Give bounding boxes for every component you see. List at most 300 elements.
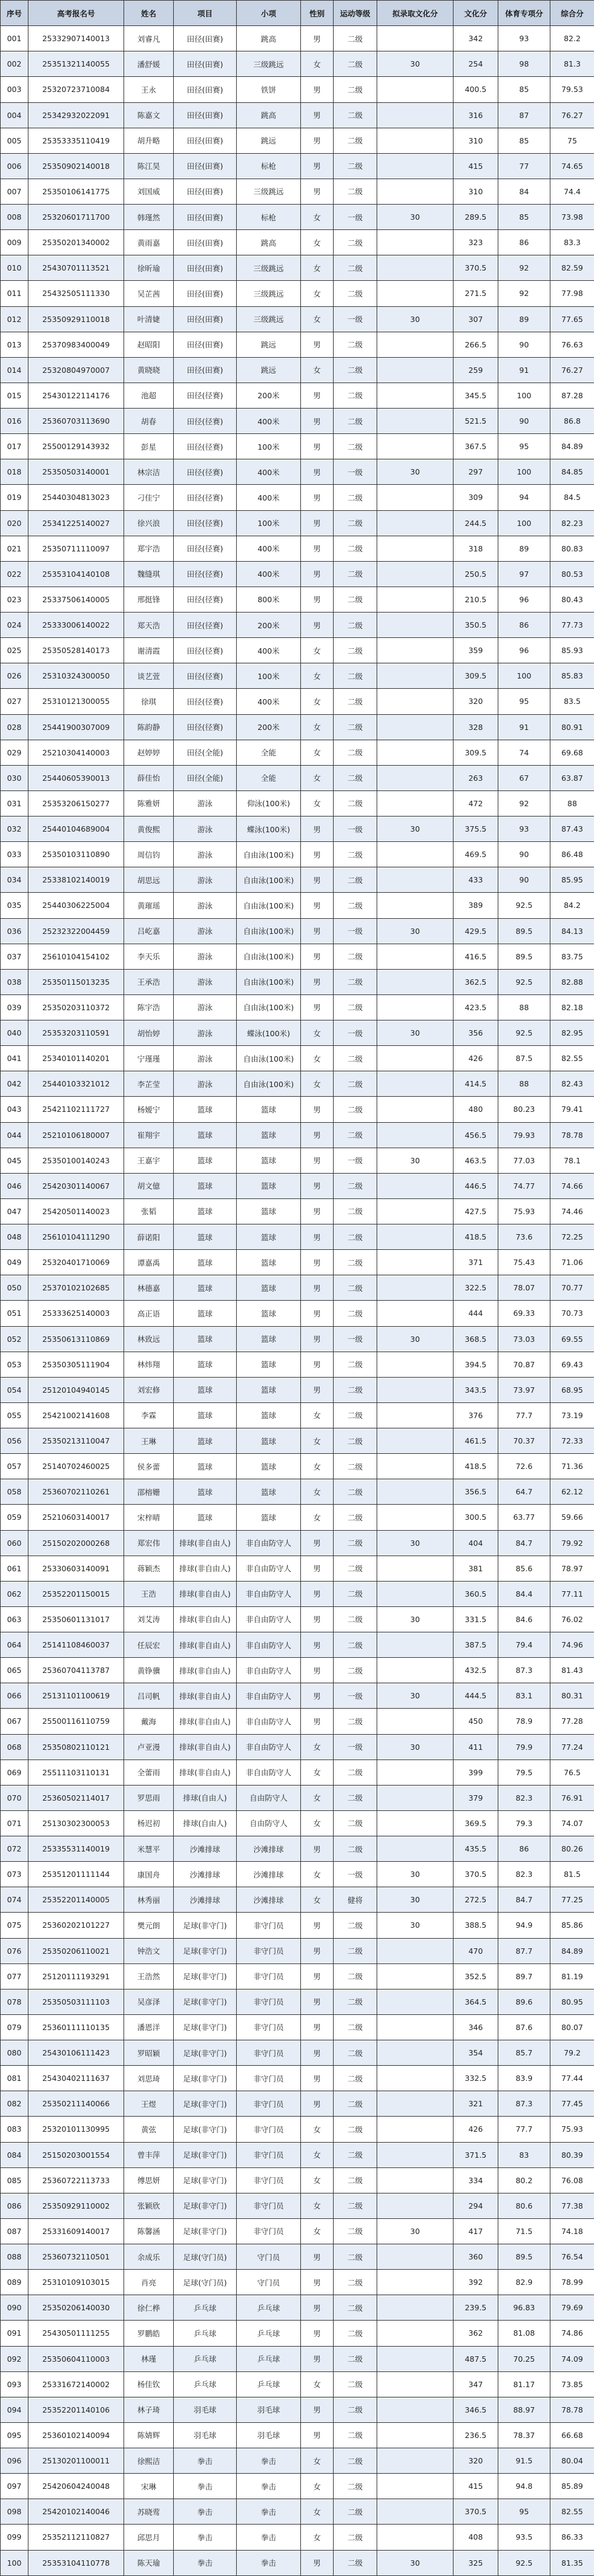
table-row [1, 714, 594, 740]
cell-exam-id: 25440304813023 [28, 485, 124, 510]
cell-exam-id: 25370102102685 [28, 1275, 124, 1301]
cell-gender: 男 [301, 1198, 334, 1224]
cell-name: 王嘉宇 [124, 1148, 174, 1173]
cell-total-score: 81.5 [550, 1862, 594, 1887]
cell-name: 吴彦泽 [124, 1989, 174, 2014]
cell-athlete-level: 二级 [334, 1658, 377, 1683]
cell-event: 篮球 [174, 1122, 237, 1148]
cell-admission-bonus [377, 1632, 454, 1658]
cell-gender: 男 [301, 2014, 334, 2040]
cell-name: 徐仁桦 [124, 2295, 174, 2321]
cell-index: 060 [1, 1530, 28, 1556]
table-row [1, 2474, 594, 2499]
cell-admission-bonus [377, 1122, 454, 1148]
cell-admission-bonus [377, 1989, 454, 2014]
cell-gender: 男 [301, 2295, 334, 2321]
table-row [1, 536, 594, 561]
cell-index: 093 [1, 2371, 28, 2397]
cell-culture-score: 416.5 [454, 944, 498, 969]
cell-event: 足球(守门员) [174, 2244, 237, 2270]
cell-admission-bonus [377, 2193, 454, 2218]
cell-sport-score: 92.5 [498, 2550, 550, 2576]
table-row [1, 2422, 594, 2448]
cell-culture-score: 320 [454, 689, 498, 714]
cell-athlete-level: 二级 [334, 536, 377, 561]
cell-event: 田径(田赛) [174, 179, 237, 204]
cell-event: 田径(径赛) [174, 510, 237, 536]
cell-index: 075 [1, 1913, 28, 1938]
cell-gender: 女 [301, 1760, 334, 1785]
cell-index: 064 [1, 1632, 28, 1658]
cell-exam-id: 25352112110827 [28, 2525, 124, 2550]
cell-exam-id: 25331672140002 [28, 2371, 124, 2397]
cell-exam-id: 25353203110591 [28, 1020, 124, 1046]
cell-name: 韩瑾然 [124, 205, 174, 230]
cell-athlete-level: 一级 [334, 1326, 377, 1352]
cell-gender: 男 [301, 1963, 334, 1989]
cell-name: 杨迟初 [124, 1810, 174, 1836]
cell-athlete-level: 二级 [334, 1632, 377, 1658]
cell-name: 胡春 [124, 409, 174, 434]
cell-athlete-level: 二级 [334, 1709, 377, 1734]
cell-index: 065 [1, 1658, 28, 1683]
cell-sub-event: 400米 [237, 485, 301, 510]
cell-athlete-level: 二级 [334, 2397, 377, 2422]
cell-athlete-level: 二级 [334, 1071, 377, 1097]
cell-admission-bonus [377, 2295, 454, 2321]
cell-admission-bonus: 30 [377, 1913, 454, 1938]
cell-total-score: 80.43 [550, 586, 594, 612]
cell-sport-score: 87.6 [498, 2014, 550, 2040]
cell-total-score: 80.39 [550, 2142, 594, 2167]
cell-exam-id: 25310109103015 [28, 2270, 124, 2295]
cell-athlete-level: 二级 [334, 994, 377, 1020]
cell-index: 018 [1, 459, 28, 485]
cell-sub-event: 非守门员 [237, 1989, 301, 2014]
cell-sport-score: 96.83 [498, 2295, 550, 2321]
cell-athlete-level: 二级 [334, 561, 377, 586]
cell-exam-id: 25430701113521 [28, 255, 124, 281]
cell-event: 田径(径赛) [174, 485, 237, 510]
cell-event: 拳击 [174, 2448, 237, 2474]
table-row [1, 2014, 594, 2040]
table-row [1, 1606, 594, 1632]
cell-exam-id: 25350206140030 [28, 2295, 124, 2321]
cell-sub-event: 拳击 [237, 2550, 301, 2576]
cell-event: 游泳 [174, 944, 237, 969]
cell-total-score: 85.86 [550, 1913, 594, 1938]
cell-sub-event: 非自由防守人 [237, 1556, 301, 1581]
cell-name: 叶清婕 [124, 306, 174, 332]
cell-index: 091 [1, 2321, 28, 2346]
cell-name: 李芷莹 [124, 1071, 174, 1097]
cell-culture-score: 369.5 [454, 1810, 498, 1836]
cell-exam-id: 25353104140108 [28, 561, 124, 586]
table-row [1, 2218, 594, 2244]
cell-exam-id: 25350902140018 [28, 153, 124, 179]
cell-gender: 女 [301, 740, 334, 765]
cell-sub-event: 自由泳(100米) [237, 1071, 301, 1097]
cell-sub-event: 跳远 [237, 357, 301, 383]
cell-sub-event: 自由防守人 [237, 1785, 301, 1810]
cell-sub-event: 自由泳(100米) [237, 994, 301, 1020]
table-row [1, 357, 594, 383]
cell-gender: 男 [301, 2066, 334, 2091]
cell-sub-event: 拳击 [237, 2499, 301, 2525]
cell-name: 蒋颖杰 [124, 1556, 174, 1581]
cell-exam-id: 25610104154102 [28, 944, 124, 969]
cell-total-score: 85.89 [550, 2474, 594, 2499]
cell-sport-score: 81.08 [498, 2321, 550, 2346]
table-row [1, 2142, 594, 2167]
table-row [1, 1709, 594, 1734]
cell-sport-score: 92 [498, 255, 550, 281]
cell-culture-score: 350.5 [454, 613, 498, 638]
cell-athlete-level: 二级 [334, 1913, 377, 1938]
cell-sub-event: 非守门员 [237, 1913, 301, 1938]
cell-name: 王永 [124, 77, 174, 102]
cell-culture-score: 345.5 [454, 383, 498, 408]
cell-sub-event: 400米 [237, 561, 301, 586]
cell-athlete-level: 二级 [334, 1275, 377, 1301]
cell-admission-bonus: 30 [377, 1887, 454, 1913]
cell-total-score: 77.28 [550, 1709, 594, 1734]
cell-sub-event: 篮球 [237, 1275, 301, 1301]
cell-athlete-level: 二级 [334, 1352, 377, 1377]
cell-sport-score: 87.5 [498, 1046, 550, 1071]
cell-event: 足球(非守门) [174, 2091, 237, 2117]
cell-gender: 男 [301, 459, 334, 485]
cell-admission-bonus: 30 [377, 205, 454, 230]
table-row [1, 1224, 594, 1250]
cell-sport-score: 89.5 [498, 2244, 550, 2270]
cell-admission-bonus: 30 [377, 816, 454, 842]
cell-index: 028 [1, 714, 28, 740]
cell-sub-event: 三级跳远 [237, 255, 301, 281]
cell-total-score: 74.65 [550, 153, 594, 179]
cell-sport-score: 83 [498, 2142, 550, 2167]
cell-name: 王承浩 [124, 969, 174, 994]
cell-exam-id: 25338102140019 [28, 867, 124, 893]
header-cell-event: 项目 [174, 1, 237, 26]
cell-event: 沙滩排球 [174, 1862, 237, 1887]
cell-admission-bonus [377, 2499, 454, 2525]
cell-exam-id: 25421002141608 [28, 1402, 124, 1428]
cell-total-score: 85.83 [550, 663, 594, 689]
table-row [1, 867, 594, 893]
cell-sub-event: 100米 [237, 510, 301, 536]
cell-event: 田径(径赛) [174, 714, 237, 740]
cell-event: 沙滩排球 [174, 1836, 237, 1862]
cell-gender: 女 [301, 1020, 334, 1046]
cell-sport-score: 87.3 [498, 1658, 550, 1683]
cell-culture-score: 417 [454, 2218, 498, 2244]
cell-name: 陈韵静 [124, 714, 174, 740]
cell-gender: 男 [301, 2346, 334, 2371]
cell-culture-score: 521.5 [454, 409, 498, 434]
cell-gender: 男 [301, 944, 334, 969]
cell-gender: 女 [301, 2525, 334, 2550]
cell-sub-event: 跳高 [237, 26, 301, 51]
cell-exam-id: 25352201150015 [28, 1581, 124, 1606]
cell-admission-bonus [377, 994, 454, 1020]
cell-name: 刘艾涛 [124, 1606, 174, 1632]
cell-culture-score: 388.5 [454, 1913, 498, 1938]
cell-sub-event: 标枪 [237, 205, 301, 230]
cell-total-score: 82.59 [550, 255, 594, 281]
cell-exam-id: 25352201140106 [28, 2397, 124, 2422]
cell-sport-score: 95 [498, 434, 550, 459]
cell-athlete-level: 二级 [334, 26, 377, 51]
cell-athlete-level: 二级 [334, 409, 377, 434]
cell-culture-score: 423.5 [454, 994, 498, 1020]
cell-sport-score: 85 [498, 128, 550, 153]
cell-exam-id: 25130201100011 [28, 2448, 124, 2474]
table-row [1, 255, 594, 281]
table-row [1, 1479, 594, 1505]
cell-admission-bonus [377, 2040, 454, 2066]
cell-sub-event: 100米 [237, 663, 301, 689]
cell-sub-event: 沙滩排球 [237, 1887, 301, 1913]
cell-culture-score: 244.5 [454, 510, 498, 536]
cell-sport-score: 90 [498, 332, 550, 357]
cell-gender: 男 [301, 102, 334, 128]
cell-gender: 男 [301, 1709, 334, 1734]
cell-index: 098 [1, 2499, 28, 2525]
cell-name: 苏晓莺 [124, 2499, 174, 2525]
cell-culture-score: 325 [454, 2550, 498, 2576]
cell-index: 063 [1, 1606, 28, 1632]
cell-index: 022 [1, 561, 28, 586]
cell-sport-score: 86 [498, 230, 550, 255]
cell-total-score: 77.65 [550, 306, 594, 332]
table-row [1, 765, 594, 790]
cell-index: 055 [1, 1402, 28, 1428]
cell-event: 篮球 [174, 1301, 237, 1326]
cell-event: 田径(径赛) [174, 613, 237, 638]
cell-gender: 男 [301, 586, 334, 612]
table-row [1, 1683, 594, 1709]
cell-admission-bonus [377, 1402, 454, 1428]
cell-sub-event: 拳击 [237, 2448, 301, 2474]
cell-event: 田径(径赛) [174, 638, 237, 663]
cell-total-score: 80.04 [550, 2448, 594, 2474]
cell-index: 005 [1, 128, 28, 153]
cell-exam-id: 25340101140201 [28, 1046, 124, 1071]
cell-exam-id: 25331609140017 [28, 2218, 124, 2244]
cell-sport-score: 91 [498, 357, 550, 383]
cell-sport-score: 79.9 [498, 1734, 550, 1760]
cell-gender: 男 [301, 1275, 334, 1301]
cell-exam-id: 25337506140005 [28, 586, 124, 612]
cell-athlete-level: 二级 [334, 2193, 377, 2218]
cell-gender: 男 [301, 2422, 334, 2448]
cell-exam-id: 25342932022091 [28, 102, 124, 128]
cell-index: 076 [1, 1938, 28, 1963]
cell-total-score: 78.78 [550, 2397, 594, 2422]
cell-index: 087 [1, 2218, 28, 2244]
table-row [1, 2550, 594, 2576]
cell-admission-bonus: 30 [377, 1606, 454, 1632]
cell-name: 王琳 [124, 1428, 174, 1454]
table-row [1, 1122, 594, 1148]
cell-admission-bonus [377, 128, 454, 153]
cell-sport-score: 100 [498, 383, 550, 408]
cell-name: 崔翔宇 [124, 1122, 174, 1148]
cell-admission-bonus: 30 [377, 51, 454, 77]
cell-athlete-level: 二级 [334, 2117, 377, 2142]
cell-exam-id: 25430106111423 [28, 2040, 124, 2066]
cell-exam-id: 25351201111144 [28, 1862, 124, 1887]
cell-name: 黄璀瑶 [124, 893, 174, 918]
cell-sport-score: 84.6 [498, 1606, 550, 1632]
cell-gender: 男 [301, 1097, 334, 1122]
cell-index: 023 [1, 586, 28, 612]
cell-sub-event: 非守门员 [237, 2014, 301, 2040]
cell-gender: 男 [301, 1913, 334, 1938]
cell-culture-score: 328 [454, 714, 498, 740]
cell-admission-bonus [377, 77, 454, 102]
cell-total-score: 74.66 [550, 1173, 594, 1198]
cell-culture-score: 379 [454, 1785, 498, 1810]
cell-culture-score: 415 [454, 153, 498, 179]
cell-event: 拳击 [174, 2525, 237, 2550]
cell-exam-id: 25310324300050 [28, 663, 124, 689]
cell-name: 郑宇浩 [124, 536, 174, 561]
cell-index: 044 [1, 1122, 28, 1148]
cell-name: 陈江昊 [124, 153, 174, 179]
cell-name: 肖亮 [124, 2270, 174, 2295]
cell-sport-score: 70.37 [498, 1428, 550, 1454]
cell-culture-score: 429.5 [454, 918, 498, 944]
cell-athlete-level: 二级 [334, 893, 377, 918]
cell-sub-event: 非守门员 [237, 1963, 301, 1989]
cell-culture-score: 346.5 [454, 2397, 498, 2422]
cell-total-score: 63.87 [550, 765, 594, 790]
cell-event: 游泳 [174, 994, 237, 1020]
cell-athlete-level: 一级 [334, 1683, 377, 1709]
cell-gender: 女 [301, 1071, 334, 1097]
cell-culture-score: 370.5 [454, 2499, 498, 2525]
cell-sport-score: 82.3 [498, 1862, 550, 1887]
cell-gender: 男 [301, 1989, 334, 2014]
cell-event: 田径(田赛) [174, 77, 237, 102]
cell-exam-id: 25350802110121 [28, 1734, 124, 1760]
cell-athlete-level: 二级 [334, 867, 377, 893]
cell-total-score: 83.3 [550, 230, 594, 255]
cell-sport-score: 87.7 [498, 1938, 550, 1963]
cell-sub-event: 乒乓球 [237, 2371, 301, 2397]
table-row [1, 1963, 594, 1989]
table-row [1, 1020, 594, 1046]
cell-exam-id: 25320101130995 [28, 2117, 124, 2142]
cell-sub-event: 800米 [237, 586, 301, 612]
cell-event: 排球(自由人) [174, 1810, 237, 1836]
cell-gender: 女 [301, 2474, 334, 2499]
cell-index: 078 [1, 1989, 28, 2014]
cell-sport-score: 77 [498, 153, 550, 179]
cell-gender: 男 [301, 1352, 334, 1377]
cell-index: 095 [1, 2422, 28, 2448]
cell-sport-score: 96 [498, 638, 550, 663]
cell-name: 林子琦 [124, 2397, 174, 2422]
cell-sport-score: 93 [498, 26, 550, 51]
cell-culture-score: 309 [454, 485, 498, 510]
cell-total-score: 87.28 [550, 383, 594, 408]
cell-culture-score: 318 [454, 536, 498, 561]
table-row [1, 510, 594, 536]
cell-sport-score: 92.5 [498, 1020, 550, 1046]
cell-index: 074 [1, 1887, 28, 1913]
header-cell-exam-id: 高考报名号 [28, 1, 124, 26]
cell-total-score: 80.91 [550, 714, 594, 740]
cell-exam-id: 25370983400049 [28, 332, 124, 357]
cell-name: 吕司帆 [124, 1683, 174, 1709]
cell-sport-score: 78.9 [498, 1709, 550, 1734]
cell-name: 徐昕瑜 [124, 255, 174, 281]
cell-culture-score: 332.5 [454, 2066, 498, 2091]
cell-culture-score: 418.5 [454, 1224, 498, 1250]
cell-event: 田径(田赛) [174, 26, 237, 51]
cell-culture-score: 404 [454, 1530, 498, 1556]
cell-name: 徐琪 [124, 689, 174, 714]
cell-sport-score: 87.3 [498, 2091, 550, 2117]
cell-sport-score: 73.97 [498, 1377, 550, 1402]
cell-gender: 女 [301, 2448, 334, 2474]
cell-total-score: 82.55 [550, 2499, 594, 2525]
cell-index: 050 [1, 1275, 28, 1301]
cell-sub-event: 蝶泳(100米) [237, 1020, 301, 1046]
cell-event: 篮球 [174, 1097, 237, 1122]
cell-athlete-level: 二级 [334, 2499, 377, 2525]
cell-gender: 男 [301, 1377, 334, 1402]
cell-exam-id: 25350503140001 [28, 459, 124, 485]
cell-total-score: 73.85 [550, 2371, 594, 2397]
cell-name: 胡文億 [124, 1173, 174, 1198]
cell-culture-score: 418.5 [454, 1454, 498, 1479]
cell-event: 篮球 [174, 1377, 237, 1402]
table-row [1, 969, 594, 994]
cell-total-score: 69.68 [550, 740, 594, 765]
cell-gender: 女 [301, 1734, 334, 1760]
cell-admission-bonus [377, 1097, 454, 1122]
cell-sub-event: 篮球 [237, 1250, 301, 1275]
cell-exam-id: 25310121300055 [28, 689, 124, 714]
cell-admission-bonus [377, 663, 454, 689]
cell-event: 田径(田赛) [174, 281, 237, 306]
cell-name: 池超 [124, 383, 174, 408]
cell-gender: 女 [301, 2142, 334, 2167]
cell-admission-bonus: 30 [377, 1530, 454, 1556]
cell-culture-score: 266.5 [454, 332, 498, 357]
cell-total-score: 76.27 [550, 102, 594, 128]
cell-athlete-level: 二级 [334, 1301, 377, 1326]
cell-event: 排球(非自由人) [174, 1709, 237, 1734]
cell-exam-id: 25360202101227 [28, 1913, 124, 1938]
cell-sport-score: 64.7 [498, 1479, 550, 1505]
cell-gender: 男 [301, 969, 334, 994]
cell-gender: 男 [301, 2397, 334, 2422]
cell-total-score: 70.77 [550, 1275, 594, 1301]
cell-admission-bonus [377, 2346, 454, 2371]
cell-gender: 女 [301, 51, 334, 77]
cell-culture-score: 297 [454, 459, 498, 485]
cell-event: 拳击 [174, 2550, 237, 2576]
cell-gender: 男 [301, 2091, 334, 2117]
cell-sport-score: 89.7 [498, 1963, 550, 1989]
cell-culture-score: 371.5 [454, 2142, 498, 2167]
cell-sub-event: 自由泳(100米) [237, 867, 301, 893]
